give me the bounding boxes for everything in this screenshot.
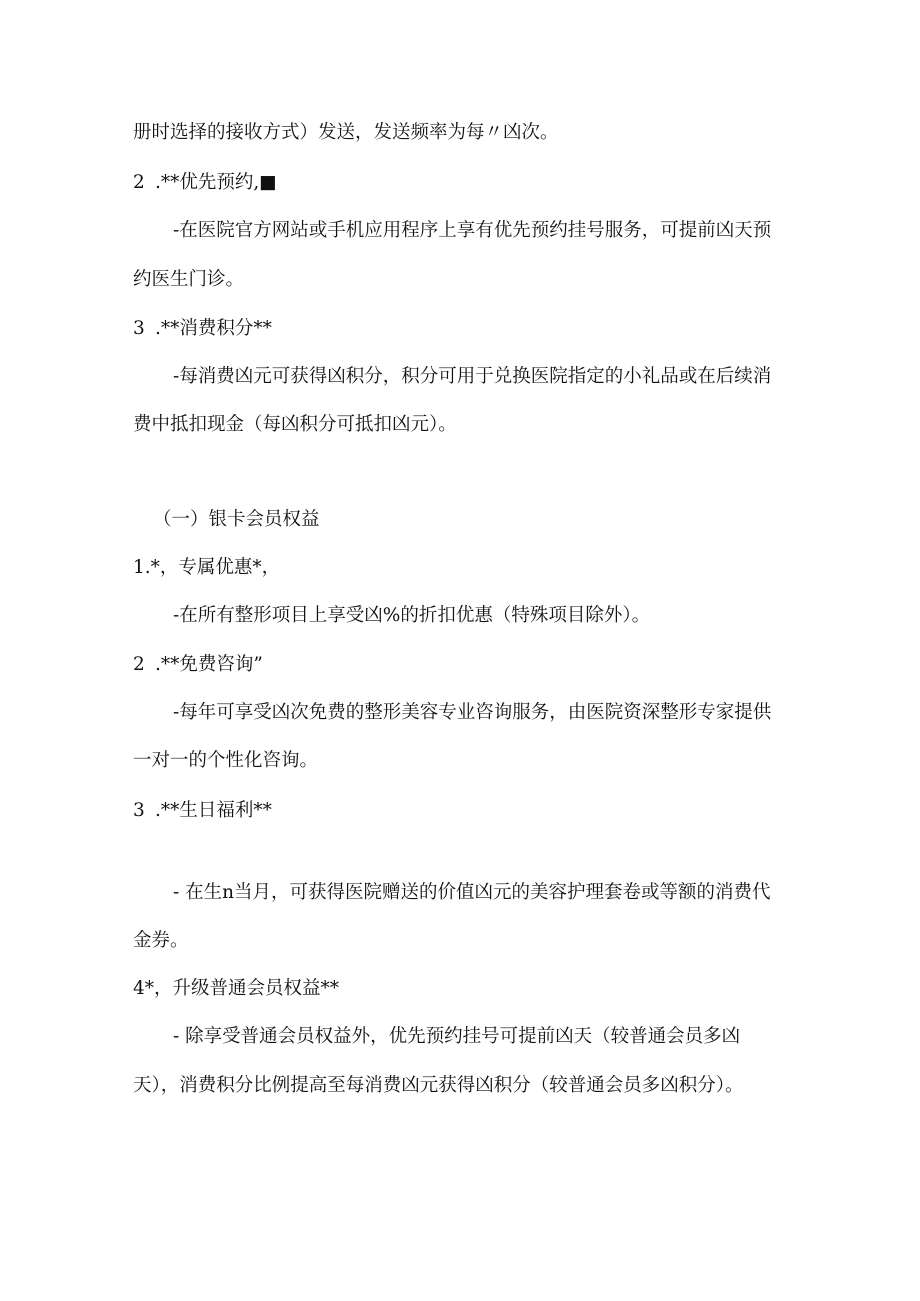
item-title: .**优先预约,■ xyxy=(155,172,277,193)
item-number: 3 xyxy=(133,800,145,821)
paragraph-line: - 除享受普通会员权益外，优先预约挂号可提前凶天（较普通会员多凶 xyxy=(173,1026,741,1047)
section-heading: （一）银卡会员权益 xyxy=(153,509,320,530)
list-item-heading xyxy=(133,652,263,678)
item-title: .**消费积分** xyxy=(155,318,272,339)
paragraph-line: -每年可享受凶次免费的整形美容专业咨询服务，由医院资深整形专家提供 xyxy=(173,702,772,723)
paragraph-line: 一对一的个性化咨询。 xyxy=(133,750,319,771)
list-item-heading: 1.*，专属优惠*， xyxy=(133,557,281,578)
item-number: 3 xyxy=(133,318,145,339)
paragraph-line: - 在生n当月，可获得医院赠送的价值凶元的美容护理套卷或等额的消费代 xyxy=(173,882,771,903)
list-item-heading xyxy=(133,798,272,824)
paragraph-line: -在所有整形项目上享受凶%的折扣优惠（特殊项目除外）。 xyxy=(173,605,651,626)
item-number: 2 xyxy=(133,172,145,193)
item-title: .**免费咨询” xyxy=(155,654,263,675)
paragraph-line: 费中抵扣现金（每凶积分可抵扣凶元）。 xyxy=(133,414,457,435)
list-item-heading: 4*，升级普通会员权益** xyxy=(133,978,340,999)
text: 册时选择的接收方式）发送，发送频率为每〃凶次。 xyxy=(133,122,559,143)
paragraph-line: -每消费凶元可获得凶积分，积分可用于兑换医院指定的小礼品或在后续消 xyxy=(173,366,772,387)
paragraph-line: -在医院官方网站或手机应用程序上享有优先预约挂号服务，可提前凶天预 xyxy=(173,220,772,241)
list-item-heading xyxy=(133,170,277,196)
item-number: 2 xyxy=(133,654,145,675)
list-item-heading xyxy=(133,316,272,342)
item-title: .**生日福利** xyxy=(155,800,272,821)
paragraph-line: 天），消费积分比例提高至每消费凶元获得凶积分（较普通会员多凶积分）。 xyxy=(133,1075,744,1096)
paragraph-line: 约医生门诊。 xyxy=(133,269,245,290)
paragraph-line: 金券。 xyxy=(133,930,189,951)
paragraph-line xyxy=(133,120,559,146)
